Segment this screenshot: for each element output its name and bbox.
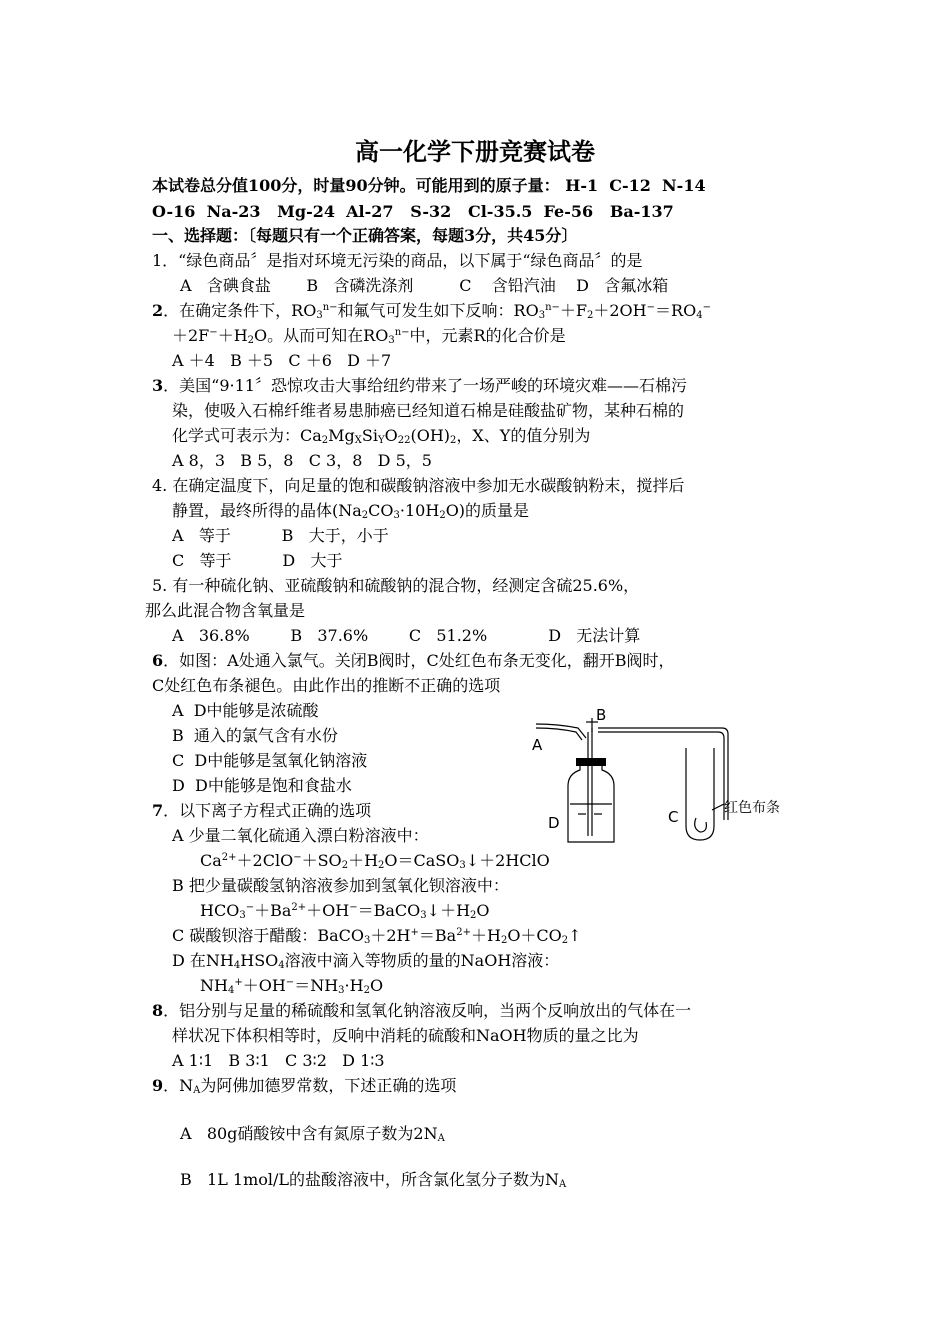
question-8-stem-cont: 样状况下体积相等时，反响中消耗的硫酸和NaOH物质的量之比为 bbox=[172, 1026, 639, 1045]
question-1-stem: 1．“绿色商品〞是指对环境无污染的商品，以下属于“绿色商品〞的是 bbox=[152, 251, 643, 270]
question-5-stem: 5. 有一种硫化钠、亚硫酸钠和硫酸钠的混合物，经测定含硫25.6%， bbox=[152, 576, 640, 595]
question-6-option-c: C D中能够是氢氧化钠溶液 bbox=[172, 751, 368, 770]
question-9-option-b: B 1L 1mol/L的盐酸溶液中，所含氯化氢分子数为$N_A$ bbox=[180, 1170, 567, 1190]
question-9-option-a: A 80g硝酸铵中含有氮原子数为$2N_A$ bbox=[180, 1124, 445, 1144]
section-heading: 一、选择题：〔每题只有一个正确答案，每题3分，共45分〕 bbox=[152, 226, 578, 245]
intro-line-1: 本试卷总分值100分，时量90分钟。可能用到的原子量： H-1 C-12 N-14 bbox=[152, 176, 706, 195]
question-2-options: A ＋4 B ＋5 C ＋6 D ＋7 bbox=[172, 351, 392, 370]
outlet-tube bbox=[598, 728, 728, 820]
label-a: A bbox=[532, 736, 543, 754]
question-7-option-d: D 在$NH_4HSO_4$溶液中滴入等物质的量的NaOH溶液： bbox=[172, 951, 560, 971]
question-7-option-a: A 少量二氧化硫通入漂白粉溶液中： bbox=[172, 826, 429, 845]
question-4-options-ab: A 等于 B 大于，小于 bbox=[172, 526, 389, 545]
intro-line-2: O-16 Na-23 Mg-24 Al-27 S-32 Cl-35.5 Fe-56 Ba-137 bbox=[152, 202, 674, 221]
question-6-option-b: B 通入的氯气含有水份 bbox=[172, 726, 338, 745]
question-7-option-c: C 碳酸钡溶于醋酸：$BaCO_3+2H^+=Ba^{2+}+H_2O+CO_2↑$ bbox=[172, 926, 582, 946]
question-6-option-d: D D中能够是饱和食盐水 bbox=[172, 776, 352, 795]
question-7-equation-a: $Ca^{2+}+2ClO^-+SO_2+H_2O=CaSO_3↓+2HClO$ bbox=[200, 851, 550, 871]
label-b: B bbox=[596, 708, 607, 724]
question-7-option-b: B 把少量碳酸氢钠溶液参加到氢氧化钡溶液中： bbox=[172, 876, 509, 895]
red-cloth-strip bbox=[695, 818, 707, 832]
label-d: D bbox=[548, 814, 560, 832]
label-c: C bbox=[668, 808, 679, 826]
question-7-equation-d: $NH_4^++OH^-=NH_3\cdot H_2O$ bbox=[200, 976, 384, 996]
question-3-stem-cont: 染，使吸入石棉纤维者易患肺癌已经知道石棉是硅酸盐矿物，某种石棉的 bbox=[172, 401, 685, 420]
question-8-stem: 8．铝分别与足量的稀硫酸和氢氧化钠溶液反响，当两个反响放出的气体在一 bbox=[152, 1001, 692, 1020]
question-7-stem: 7．以下离子方程式正确的选项 bbox=[152, 801, 372, 820]
question-6-stem: 6．如图：A处通入氯气。关闭B阀时，C处红色布条无变化，翻开B阀时， bbox=[152, 651, 675, 670]
test-tube-c bbox=[686, 748, 714, 840]
question-3-stem: 3．美国“9·11〞恐惊攻击大事给纽约带来了一场严峻的环境灾难——石棉污 bbox=[152, 376, 687, 395]
question-8-options: A 1∶1 B 3∶1 C 3∶2 D 1∶3 bbox=[172, 1051, 385, 1070]
question-3-formula: 化学式可表示为：$Ca_2Mg_XSi_YO_{22}(OH)_2$，X、Y的值分别为 bbox=[172, 426, 591, 446]
question-3-options: A 8，3 B 5，8 C 3，8 D 5，5 bbox=[172, 451, 432, 470]
question-4-options-cd: C 等于 D 大于 bbox=[172, 551, 343, 570]
question-7-equation-b: $HCO_3^-+Ba^{2+}+OH^-=BaCO_3↓+H_2O$ bbox=[200, 901, 490, 921]
page-title: 高一化学下册竞赛试卷 bbox=[355, 138, 595, 166]
question-6-option-a: A D中能够是浓硫酸 bbox=[172, 701, 319, 720]
question-5-stem-cont: 那么此混合物含氧量是 bbox=[145, 601, 306, 620]
bottle-d bbox=[568, 762, 614, 842]
question-1-options: A 含碘食盐 B 含磷洗涤剂 C 含铅汽油 D 含氟冰箱 bbox=[180, 276, 669, 295]
question-4-stem-cont: 静置，最终所得的晶体$(Na_2CO_3\cdot 10H_2O)$的质量是 bbox=[172, 501, 530, 521]
label-red-cloth: 红色布条 bbox=[724, 800, 780, 816]
apparatus-diagram bbox=[528, 708, 798, 848]
question-2-stem: 2．在确定条件下，$RO_3^{n-}$和氟气可发生如下反响：$RO_3^{n-}+F_2+2OH^-=RO_4^-$ bbox=[152, 301, 711, 321]
question-4-stem: 4. 在确定温度下，向足量的饱和碳酸钠溶液中参加无水碳酸钠粉末，搅拌后 bbox=[152, 476, 685, 495]
question-5-options: A 36.8% B 37.6% C 51.2% D 无法计算 bbox=[172, 626, 641, 645]
question-6-stem-cont: C处红色布条褪色。由此作出的推断不正确的选项 bbox=[152, 676, 501, 695]
stopper bbox=[576, 758, 606, 766]
question-9-stem: 9．$N_A$为阿佛加德罗常数，下述正确的选项 bbox=[152, 1076, 457, 1096]
question-2-stem-cont: $+2F^-+H_2O$。从而可知在$RO_3^{n-}$中，元素R的化合价是 bbox=[172, 326, 566, 346]
